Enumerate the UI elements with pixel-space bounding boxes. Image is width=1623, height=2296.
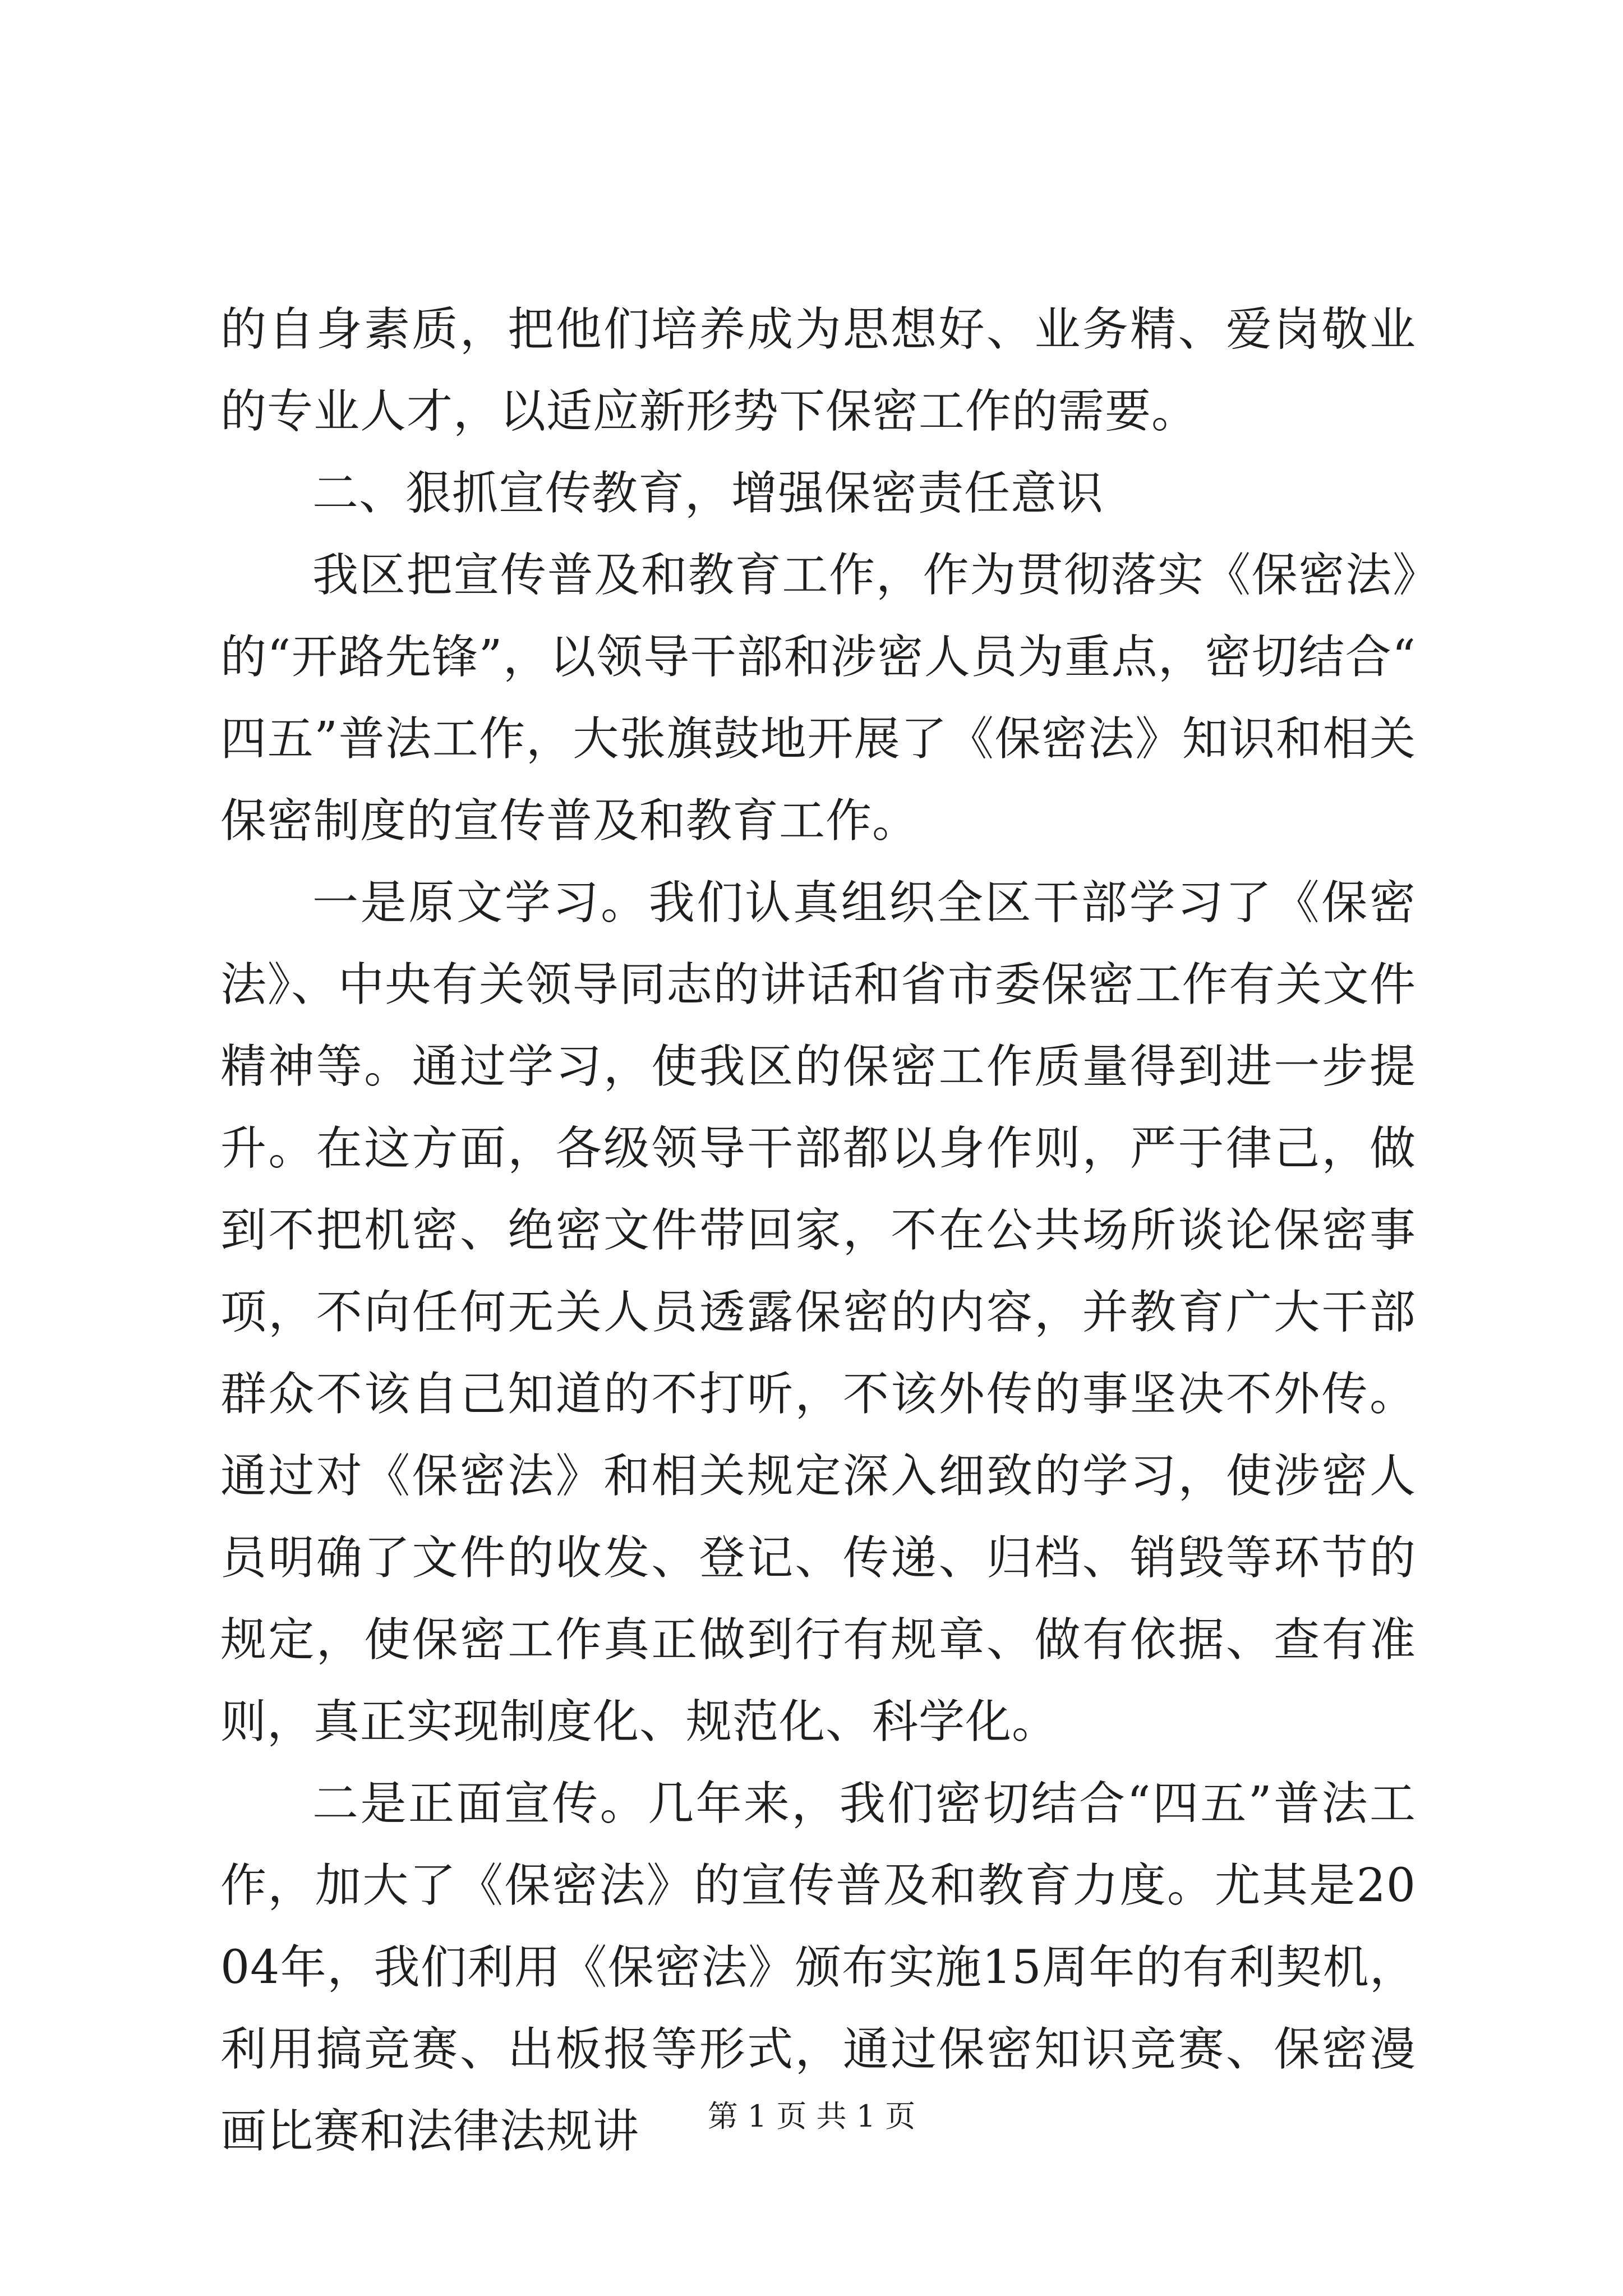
page-footer: 第 1 页 共 1 页: [707, 2099, 916, 2134]
section-heading: 二、狠抓宣传教育，增强保密责任意识: [312, 467, 1104, 520]
body-paragraph: 我区把宣传普及和教育工作，作为贯彻落实《保密法》的“开路先锋”，以领导干部和涉密人员为重点，密切结合“四五”普法工作，大张旗鼓地开展了《保密法》知识和相关保密制度的宣传普及和教育工作。: [220, 549, 1416, 848]
body-paragraph: 的自身素质，把他们培养成为思想好、业务精、爱岗敬业的专业人才，以适应新形势下保密工作的需要。: [220, 303, 1416, 438]
body-paragraph: 二是正面宣传。几年来，我们密切结合“四五”普法工作，加大了《保密法》的宣传普及和教育力度。尤其是2004年，我们利用《保密法》颁布实施15周年的有利契机，利用搞竞赛、出板报等形式，通过保密知识竞赛、保密漫画比赛和法律法规讲: [220, 1777, 1416, 2158]
document-body: [220, 289, 1416, 2173]
body-paragraph: 一是原文学习。我们认真组织全区干部学习了《保密法》、中央有关领导同志的讲话和省市委保密工作有关文件精神等。通过学习，使我区的保密工作质量得到进一步提升。在这方面，各级领导干部都以身作则，严于律己，做到不把机密、绝密文件带回家，不在公共场所谈论保密事项，不向任何无关人员透露保密的内容，并教育广大干部群众不该自己知道的不打听，不该外传的事坚决不外传。通过对《保密法》和相关规定深入细致的学习，使涉密人员明确了文件的收发、登记、传递、归档、销毁等环节的规定，使保密工作真正做到行有规章、做有依据、查有准则，真正实现制度化、规范化、科学化。: [220, 876, 1416, 1749]
